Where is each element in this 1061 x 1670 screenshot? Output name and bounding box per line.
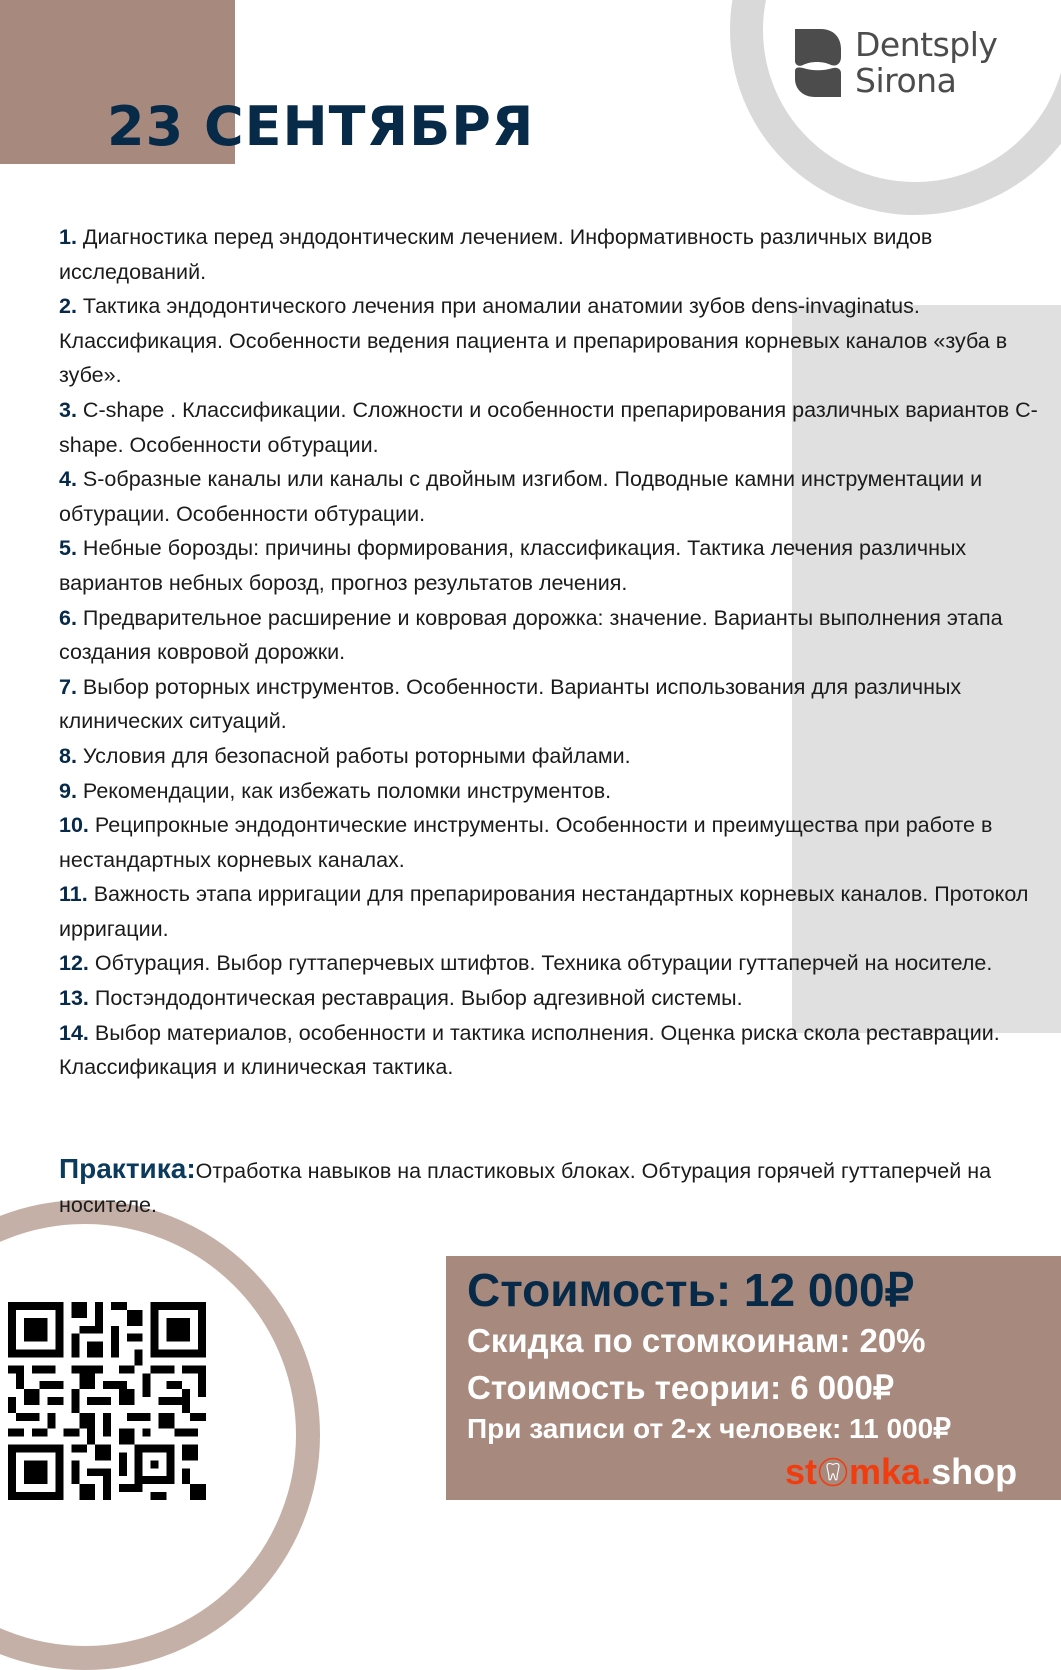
item-text: Диагностика перед эндодонтическим лечением. Информативность различных видов исследований. bbox=[59, 225, 933, 284]
practice-label: Практика: bbox=[59, 1153, 196, 1184]
item-text: Реципрокные эндодонтические инструменты. Особенности и преимущества при работе в нестандартных корневых каналах. bbox=[59, 813, 993, 872]
list-item bbox=[59, 774, 1054, 809]
dentsply-sirona-logo bbox=[793, 27, 997, 99]
list-item bbox=[59, 289, 1054, 393]
item-number: 5. bbox=[59, 536, 77, 561]
item-number: 4. bbox=[59, 467, 77, 492]
item-text: C-shape . Классификации. Сложности и особенности препарирования различных вариантов C-shape. Особенности обтурации. bbox=[59, 397, 1038, 457]
item-text: Постэндодонтическая реставрация. Выбор адгезивной системы. bbox=[94, 986, 743, 1011]
item-number: 11. bbox=[59, 882, 88, 907]
item-text: Выбор роторных инструментов. Особенности. Варианты использования для различных клинических ситуаций. bbox=[59, 674, 962, 734]
price-group: При записи от 2-х человек: 11 000₽ bbox=[467, 1413, 951, 1444]
list-item bbox=[59, 739, 1054, 774]
list-item bbox=[59, 946, 1054, 981]
list-item bbox=[59, 601, 1054, 670]
price-discount: Скидка по стомкоинам: 20% bbox=[467, 1322, 926, 1359]
dentsply-sirona-s-icon bbox=[793, 27, 843, 99]
list-item bbox=[59, 462, 1054, 531]
logo-text bbox=[855, 27, 997, 99]
item-number: 3. bbox=[59, 397, 77, 422]
qr-code-icon bbox=[8, 1302, 206, 1500]
stomka-shop-logo[interactable] bbox=[785, 1452, 1017, 1492]
logo-line-1: Dentsply bbox=[855, 25, 998, 64]
agenda-list bbox=[59, 220, 1054, 1085]
practice-text: Отработка навыков на пластиковых блоках. Обтурация горячей гуттаперчей на носителе. bbox=[59, 1159, 992, 1217]
item-text: Выбор материалов, особенности и тактика исполнения. Оценка риска скола реставрации. Классификация и клиническая тактика. bbox=[59, 1020, 1000, 1080]
item-text: Важность этапа ирригации для препарирования нестандартных корневых каналов. Протокол ирригации. bbox=[59, 882, 1029, 941]
list-item bbox=[59, 877, 1054, 946]
price-main: Стоимость: 12 000₽ bbox=[467, 1264, 914, 1316]
item-text: Небные борозды: причины формирования, классификация. Тактика лечения различных вариантов небных борозд, прогноз результатов лечения. bbox=[59, 536, 967, 595]
list-item bbox=[59, 808, 1054, 877]
logo-line-2: Sirona bbox=[855, 61, 957, 100]
list-item bbox=[59, 981, 1054, 1016]
practice-section bbox=[59, 1152, 1054, 1222]
item-number: 13. bbox=[59, 986, 89, 1011]
list-item bbox=[59, 220, 1054, 289]
list-item bbox=[59, 531, 1054, 600]
item-number: 12. bbox=[59, 951, 89, 976]
item-number: 7. bbox=[59, 674, 77, 699]
item-text: Рекомендации, как избежать поломки инструментов. bbox=[82, 778, 612, 803]
item-text: Тактика эндодонтического лечения при аномалии анатомии зубов dens-invaginatus. Классификация. Особенности ведения пациента и препарирования корневых каналов «зуба в зубе». bbox=[59, 294, 1008, 388]
shop-text-part2: mka. bbox=[849, 1451, 932, 1492]
item-number: 2. bbox=[59, 294, 77, 319]
item-number: 10. bbox=[59, 813, 89, 838]
item-text: S-образные каналы или каналы с двойным изгибом. Подводные камни инструментации и обтурации. Особенности обтурации. bbox=[59, 467, 983, 526]
list-item bbox=[59, 670, 1054, 739]
tooth-icon bbox=[818, 1457, 848, 1487]
item-number: 14. bbox=[59, 1020, 89, 1045]
list-item bbox=[59, 1016, 1054, 1085]
price-theory: Стоимость теории: 6 000₽ bbox=[467, 1369, 894, 1406]
item-number: 9. bbox=[59, 778, 77, 803]
item-text: Предварительное расширение и ковровая дорожка: значение. Варианты выполнения этапа создания ковровой дорожки. bbox=[59, 605, 1003, 665]
qr-code[interactable] bbox=[8, 1302, 206, 1500]
item-number: 6. bbox=[59, 605, 77, 630]
item-text: Обтурация. Выбор гуттаперчевых штифтов. Техника обтурации гуттаперчей на носителе. bbox=[94, 951, 993, 976]
item-text: Условия для безопасной работы роторными файлами. bbox=[82, 743, 631, 768]
shop-text-part3: shop bbox=[931, 1451, 1018, 1492]
list-item bbox=[59, 393, 1054, 462]
item-number: 8. bbox=[59, 743, 77, 768]
shop-text-part1: st bbox=[785, 1451, 818, 1492]
page-title: 23 СЕНТЯБРЯ bbox=[107, 95, 535, 158]
item-number: 1. bbox=[59, 225, 77, 249]
